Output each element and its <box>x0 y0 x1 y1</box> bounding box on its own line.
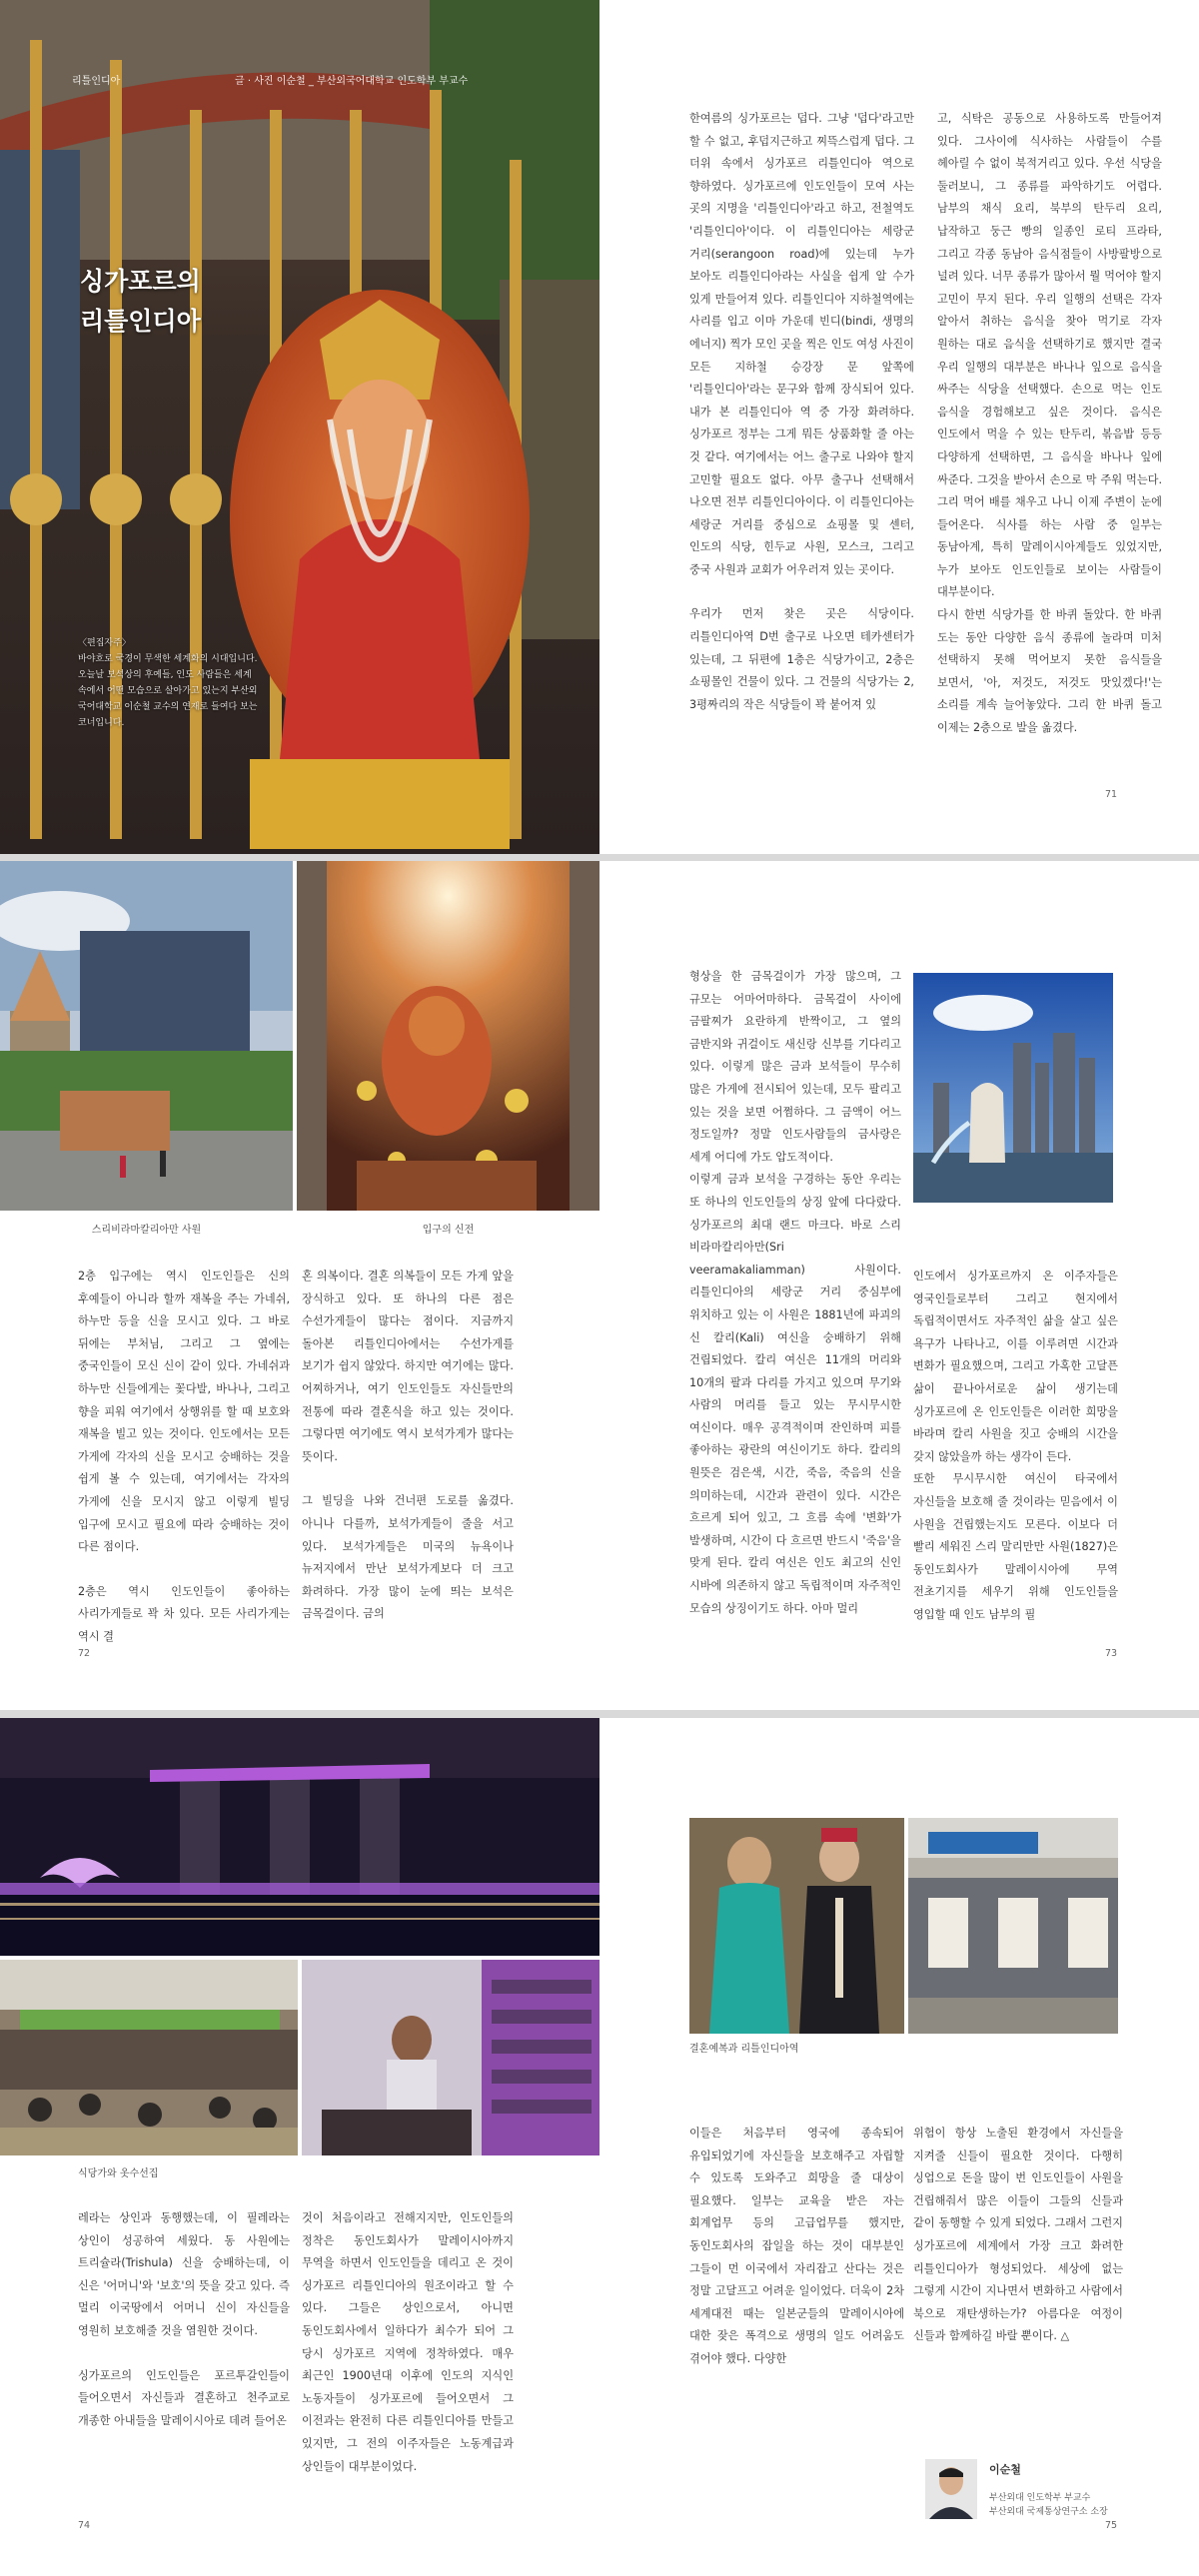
text-column <box>78 2207 290 2567</box>
editor-note-text: 바야흐로 국경이 무색한 세계화의 시대입니다. 오늘날 보석상의 후예들, 인도 사람들은 세계 속에서 어떤 모습으로 살아가고 있는지 부산외국어대학교 이순철 교수의 연재로 들여다 보는 코너입니다. <box>78 654 258 728</box>
paragraph: 레라는 상인과 동행했는데, 이 필레라는 상인이 성공하여 세웠다. 동 사원에는 트리슐라(Trishula) 신을 숭배하는데, 이 신은 '어머니'와 '보호'의 뜻을 갖고 있다. 즉 멀리 이국땅에서 어머니 신이 자신들을 영원히 보호해줄 것을 염원한 것이다. <box>78 2211 290 2337</box>
photo-caption: 스리비라마칼리아만 사원 <box>91 1225 202 1236</box>
author-photo <box>925 2459 977 2519</box>
paragraph: 형상을 한 금목걸이가 가장 많으며, 그 규모는 어마어마하다. 금목걸이 사이에 금팔찌가 요란하게 반짝이고, 그 옆의 금반지와 귀걸이도 새신랑 신부를 기다리고 있다. 이렇게 많은 금과 보석들이 무수히 많은 가게에 전시되어 있는데, 모두 팔리고 있는 것을 보면 어쩜하다. 그 금액이 어느 정도일까? 정말 인도사람들의 금사랑은 세계 어디에 가도 압도적이다. <box>689 970 901 1164</box>
byline: 글 · 사진 이순철 _ 부산외국어대학교 인도학부 부교수 <box>235 76 469 87</box>
paragraph: 또한 무시무시한 여신이 타국에서 자신들을 보호해 줄 것이라는 믿음에서 이 사원을 건립했는지도 모른다. 이보다 더 빨리 세워진 스리 말리만만 사원(1827)은 동인도회사가 말레이시아에 무역 전초기지를 세우기 위해 인도인들을 영입할 때 인도 남부의 필 <box>913 1472 1118 1621</box>
text-column <box>937 108 1162 762</box>
page-number: 71 <box>1105 789 1118 800</box>
wedding-attire-photo <box>689 1818 904 2034</box>
paragraph: 그 빌딩을 나와 건너편 도로를 옮겼다. 아니나 다를까, 보석가게들이 줄을 서고 있다. 보석가게들은 미국의 뉴욕이나 뉴저지에서 만난 보석가게보다 더 크고 화려하다. 가장 많이 눈에 띄는 보석은 금목걸이다. 금의 <box>302 1494 514 1621</box>
text-column <box>689 966 901 1625</box>
paragraph: 혼 의복이다. 결혼 의복들이 모든 가게 앞을 장식하고 있다. 또 하나의 다른 점은 수선가게들이 많다는 점이다. 지금까지 돌아본 리틀인디아에서는 수선가게를 보기가 쉽지 않았다. 하지만 여기에는 많다. 어찌하거나, 여기 인도인들도 자신들만의 전통에 따라 결혼식을 하고 있는 것이다. 그렇다면 여기에도 역시 보석가게가 많다는 뜻이다. <box>302 1270 514 1463</box>
temple-street-photo <box>0 861 293 1211</box>
spread-pages-70-71 <box>0 0 1199 854</box>
paragraph: 것이 처음이라고 전해지지만, 인도인들의 정착은 동인도회사가 말레이시아까지 무역을 하면서 인도인들을 데리고 온 것이 싱가포르 리틀인디아의 원조이라고 할 수 있다. 그들은 상인으로서, 아니면 동인도회사에서 일하다가 최수가 되어 그 당시 싱가포르 지역에 정착하였다. 매우 최근인 1900년대 이후에 인도의 지식인 노동자들이 싱가포르에 들어오면서 그 이전과는 완전히 다른 리틀인디아를 만들고 있지만, 그 전의 이주자들은 노동계급과 상인들이 대부분이었다. <box>302 2211 514 2473</box>
text-column <box>78 1266 290 1665</box>
text-column <box>302 2207 514 2567</box>
section-label: 리틀인디아 <box>72 76 121 87</box>
author-title: 부산외대 인도학부 부교수 <box>989 2493 1091 2503</box>
article-title-line1: 싱가포르의 <box>80 267 201 296</box>
text-column <box>913 1266 1118 1625</box>
little-india-station-photo <box>908 1818 1118 2034</box>
paragraph: 이렇게 금과 보석을 구경하는 동안 우리는 또 하나의 인도인들의 상징 앞에 다다랐다. 싱가포르의 최대 랜드 마크다. 바로 스리 비라마칼리아만(Sri veeramakaliamman) 사원이다. 리틀인디아의 세랑군 거리 중심부에 위치하고 있는 이 사원은 1881년에 파괴의 신 칼리(Kali) 여신을 숭배하기 위해 건립되었다. 칼리 여신은 11개의 머리와 10개의 팔과 다리를 가지고 있으며 무기와 사람의 머리를 들고 있는 무시무시한 여신이다. 매우 공격적이며 잔인하며 피를 좋아하는 광란의 여신이기도 하다. 칼리의 원뜻은 검은색, 시간, 죽음, 죽음의 신을 의미하는데, 시간과 관련이 있다. 시간은 흐르게 되어 있고, 그 흐름 속에 '변화'가 발생하며, 시간이 다 흐르면 반드시 '죽음'을 맞게 된다. 칼리 여신은 인도 최고의 신인 시바에 의존하지 않고 독립적이며 자주적인 모습의 상징이기도 하다. 아마 멀리 <box>689 1173 901 1615</box>
paragraph: 다시 한번 식당가를 한 바퀴 돌았다. 한 바퀴 도는 동안 다양한 음식 종류에 놀라며 미처 선택하지 못해 먹어보지 못한 음식들을 보면서, '아, 저것도, 저것도 맛있겠다!'는 소리를 계속 늘어놓았다. 그리 한 바퀴 돌고 이제는 2층으로 발을 옮겼다. <box>937 608 1162 735</box>
shrine-photo <box>297 861 600 1211</box>
page-number: 72 <box>78 1648 91 1659</box>
paragraph: 2층 입구에는 역시 인도인들은 신의 후예들이 아니라 할까 재복을 주는 가네쉬, 하누만 등을 신을 모시고 있다. 그 바로 뒤에는 부처님, 그리고 그 옆에는 중국인들이 모신 신이 같이 있다. 가네쉬과 하누만 신들에게는 꽃다발, 바나나, 그리고 향을 피워 여기에서 상행위를 할 때 보호와 재복을 빌고 있는 것이다. 인도에서는 모든 가게에 각자의 신을 모시고 숭배하는 것을 쉽게 볼 수 있는데, 여기에서는 각자의 가게에 신을 모시지 않고 이렇게 빌딩 입구에 모시고 필요에 따라 숭배하는 것이 다른 점이다. <box>78 1270 290 1554</box>
paragraph: 이들은 처음부터 영국에 종속되어 유입되었기에 자신들을 보호해주고 자립할 수 있도록 도와주고 희망을 줄 대상이 필요했다. 일부는 교육을 받은 자는 회계업무 등의 고급업무를 했지만, 동인도회사의 잡일을 하는 것이 대부분인 그들이 먼 이국에서 자리잡고 산다는 것은 정말 고달프고 어려운 일이었다. 더욱이 2차 세계대전 때는 일본군들의 말레이시아에 대한 잦은 폭격으로 생명의 일도 어려움도 겪어야 했다. 다양한 <box>689 2127 904 2365</box>
paragraph: 고, 식탁은 공동으로 사용하도록 만들어져 있다. 그사이에 식사하는 사람들이 수를 헤아릴 수 없이 북적거리고 있다. 우선 식당을 둘러보니, 그 종류를 파악하기도 어렵다. 남부의 채식 요리, 북부의 탄두리 요리, 납작하고 둥근 빵의 일종인 로티 프라타, 그리고 각종 동남아 음식점들이 사방팔방으로 널려 있다. 너무 종류가 많아서 뭘 먹어야 할지 고민이 무지 된다. 우리 일행의 선택은 각자 알아서 취하는 음식을 찾아 먹기로 각자 원하는 대로 음식을 선택하기로 했지만 결국 우리 일행의 대부분은 바나나 잎으로 음식을 싸주는 식당을 선택했다. 손으로 먹는 인도 음식을 경험해보고 싶은 것이다. 음식은 인도에서 먹을 수 있는 탄두리, 볶음밥 등등 다양하게 선택하면, 그 음식을 바나나 잎에 싸준다. 그것을 받아서 손으로 막 주워 먹는다. 그리 먹어 배를 채우고 나니 이제 주변이 눈에 들어온다. 식사를 하는 사람 중 일부는 동남아계, 특히 말레이시아계들도 있었지만, 누가 보아도 인도인들로 보이는 사람들이 대부분이다. <box>937 112 1162 599</box>
paragraph: 인도에서 싱가포르까지 온 이주자들은 영국인들로부터 그리고 현지에서 독립적이면서도 자주적인 삶을 살고 싶은 욕구가 나타나고, 이를 이루려면 시간과 변화가 필요했으며, 그리고 가혹한 고달픈 삶이 끝나아서로운 삶이 생기는데 싱가포르에 온 인도인들은 이러한 희망을 바라며 칼리 사원을 짓고 숭배의 시간을 갖지 않았을까 하는 생각이 든다. <box>913 1270 1118 1463</box>
spread-pages-74-75 <box>0 1718 1199 2576</box>
food-court-photo <box>0 1960 298 2155</box>
photo-caption: 결혼예복과 리틀인디아역 <box>689 2044 799 2055</box>
editor-note-label: 〈편집자주〉 <box>78 638 131 648</box>
article-title <box>80 262 201 342</box>
author-title: 부산외대 국제통상연구소 소장 <box>989 2507 1108 2517</box>
author-affiliation <box>989 2491 1108 2519</box>
merlion-photo <box>913 973 1113 1203</box>
paragraph: 위험이 항상 노출된 환경에서 자신들을 지켜줄 신들이 필요한 것이다. 다행히 싱업으로 돈을 많이 번 인도인들이 사원을 건립해줘서 많은 이들이 그들의 신들과 같이 동행할 수 있게 되었다. 그래서 그런지 싱가포르에 세계에서 가장 크고 화려한 리틀인디아가 형성되었다. 세상에 없는 그렇게 시간이 지나면서 변화하고 사람에서 북으로 재탄생하는가? 아름다운 여정이 신들과 함께하길 바랄 뿐이다. △ <box>913 2127 1123 2343</box>
page-number: 75 <box>1105 2520 1118 2531</box>
page-number: 73 <box>1105 1648 1118 1659</box>
paragraph: 한여름의 싱가포르는 덥다. 그냥 '덥다'라고만 할 수 없고, 후덥지근하고 찌뜩스럽게 덥다. 그 더위 속에서 싱가포르 리틀인디아 역으로 향하였다. 싱가포르에 인도인들이 모여 사는 곳의 지명을 '리틀인디아'라고 하고, 전철역도 '리틀인디아'이다. 이 리틀인디아는 세랑군 거리(serangoon road)에 있는데 누가 보아도 리틀인디아라는 사실을 쉽게 알 수가 있게 만들어져 있다. 리틀인디아 지하철역에는 사리를 입고 이마 가운데 빈디(bindi, 생명의 에너지) 찍가 모인 곳을 찍은 인도 여성 사진이 모든 지하철 승강장 문 앞쪽에 '리틀인디아'라는 문구와 함께 장식되어 있다. 내가 본 리틀인디아 역 중 가장 화려하다. 싱가포르 정부는 그게 뭐든 상품화할 줄 아는 것 같다. 여기에서는 어느 출구로 나와야 할지 고민할 필요도 없다. 아무 출구나 선택해서 나오면 전부 리틀인디아이다. 이 리틀인디아는 세랑군 거리를 중심으로 쇼핑몰 및 센터, 인도의 식당, 힌두교 사원, 모스크, 그리고 중국 사원과 교회가 어우러져 있는 곳이다. <box>689 112 914 576</box>
page-number: 74 <box>78 2520 91 2531</box>
paragraph: 싱가포르의 인도인들은 포르투갈인들이 들어오면서 자신들과 결혼하고 천주교로 개종한 아내들을 말레이시아로 데려 들어온 <box>78 2368 290 2427</box>
tailor-shop-photo <box>302 1960 600 2155</box>
author-name: 이순철 <box>989 2463 1021 2476</box>
text-column <box>689 108 914 762</box>
paragraph: 우리가 먼저 찾은 곳은 식당이다. 리틀인디아역 D번 출구로 나오면 테카센터가 있는데, 그 뒤편에 1층은 식당가이고, 2층은 쇼핑몰인 건물이 있다. 그 건물의 식당가는 2, 3평짜리의 작은 식당들이 꽉 붙어져 있 <box>689 607 914 711</box>
text-column <box>302 1266 514 1665</box>
text-column <box>689 2123 904 2432</box>
photo-caption: 식당가와 옷수선집 <box>78 2168 159 2179</box>
paragraph: 2층은 역시 인도인들이 좋아하는 사리가게들로 꽉 차 있다. 모든 사리가게는 역시 결 <box>78 1584 290 1643</box>
article-title-line2: 리틀인디아 <box>80 307 201 336</box>
editor-note <box>78 635 260 731</box>
photo-caption: 입구의 신전 <box>422 1225 475 1236</box>
text-column <box>913 2123 1123 2432</box>
spread-pages-72-73 <box>0 861 1199 1710</box>
marina-bay-night-photo <box>0 1718 600 1956</box>
